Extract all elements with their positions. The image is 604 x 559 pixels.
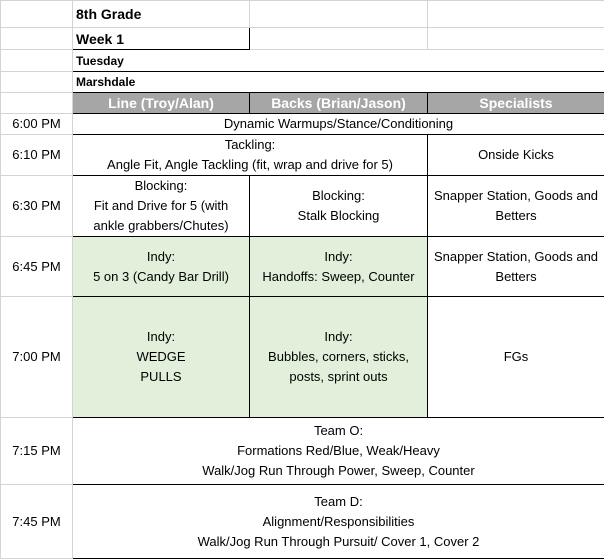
week-label: Week 1 [76,31,124,47]
cell-text: Tackling: [73,135,427,155]
column-header-line-label: Line (Troy/Alan) [108,95,214,111]
cell-text: FGs [428,347,604,367]
cell-text: WEDGE [73,347,249,367]
column-header-specialists[interactable] [428,93,604,114]
time-label: 7:45 PM [12,514,60,529]
cell-text: Handoffs: Sweep, Counter [250,267,427,287]
time-label: 6:30 PM [12,198,60,213]
cell-text: Fit and Drive for 5 (with [73,196,249,216]
column-header-line[interactable] [73,93,250,114]
time-cell[interactable] [1,114,73,135]
specialists-cell[interactable] [428,135,604,176]
cell-text: Bubbles, corners, sticks, [250,347,427,367]
time-cell[interactable] [1,176,73,237]
grade-cell[interactable] [73,1,250,28]
time-label: 6:00 PM [12,116,60,131]
cell-text: 5 on 3 (Candy Bar Drill) [73,267,249,287]
specialists-cell[interactable] [428,176,604,237]
cell-text: ankle grabbers/Chutes) [73,216,249,236]
cell-text: Blocking: [250,186,427,206]
header-row-day [1,50,604,72]
backs-cell[interactable] [250,176,428,237]
schedule-row-610 [1,135,604,176]
time-cell[interactable] [1,418,73,485]
time-cell[interactable] [1,135,73,176]
empty-cell[interactable] [250,28,428,50]
grade-title: 8th Grade [76,6,141,22]
cell-text: Formations Red/Blue, Weak/Heavy [73,441,604,461]
time-label: 6:45 PM [12,259,60,274]
line-cell[interactable] [73,176,250,237]
time-cell[interactable] [1,237,73,297]
cell-text: posts, sprint outs [250,367,427,387]
cell-text: Walk/Jog Run Through Power, Sweep, Counter [73,461,604,481]
empty-cell[interactable] [1,50,73,72]
line-cell[interactable] [73,297,250,418]
empty-cell[interactable] [1,72,73,93]
specialists-cell[interactable] [428,297,604,418]
specialists-cell[interactable] [428,237,604,297]
header-row-grade [1,1,604,28]
cell-text: Onside Kicks [428,145,604,165]
header-row-week [1,28,604,50]
time-label: 6:10 PM [12,147,60,162]
time-cell[interactable] [1,485,73,559]
all-groups-cell[interactable] [73,485,604,559]
cell-text: Betters [428,206,604,226]
cell-text: Angle Fit, Angle Tackling (fit, wrap and drive for 5) [73,155,427,175]
cell-text: Indy: [250,247,427,267]
empty-cell[interactable] [1,93,73,114]
column-header-row [1,93,604,114]
cell-text: Stalk Blocking [250,206,427,226]
column-header-backs[interactable] [250,93,428,114]
schedule-row-630 [1,176,604,237]
backs-cell[interactable] [250,297,428,418]
cell-text: Blocking: [73,176,249,196]
empty-cell[interactable] [250,1,428,28]
cell-text: Snapper Station, Goods and [428,247,604,267]
column-header-backs-label: Backs (Brian/Jason) [271,95,406,111]
empty-cell[interactable] [1,1,73,28]
cell-text: Indy: [250,327,427,347]
schedule-row-715 [1,418,604,485]
cell-text: Snapper Station, Goods and [428,186,604,206]
schedule-row-745 [1,485,604,559]
column-header-specialists-label: Specialists [479,95,552,111]
schedule-row-645 [1,237,604,297]
cell-text: Dynamic Warmups/Stance/Conditioning [73,114,604,134]
cell-text: PULLS [73,367,249,387]
line-backs-cell[interactable] [73,135,428,176]
empty-cell[interactable] [428,1,604,28]
empty-cell[interactable] [1,28,73,50]
location-cell[interactable] [73,72,604,93]
backs-cell[interactable] [250,237,428,297]
all-groups-cell[interactable] [73,114,604,135]
cell-text: Walk/Jog Run Through Pursuit/ Cover 1, Cover 2 [73,532,604,552]
day-label: Tuesday [76,54,124,68]
cell-text: Alignment/Responsibilities [73,512,604,532]
line-cell[interactable] [73,237,250,297]
all-groups-cell[interactable] [73,418,604,485]
schedule-row-700 [1,297,604,418]
cell-text: Indy: [73,247,249,267]
time-cell[interactable] [1,297,73,418]
cell-text: Team O: [73,421,604,441]
cell-text: Team D: [73,492,604,512]
week-cell[interactable] [73,28,250,50]
time-label: 7:15 PM [12,443,60,458]
empty-cell[interactable] [428,28,604,50]
schedule-row-600 [1,114,604,135]
day-cell[interactable] [73,50,604,72]
cell-text: Indy: [73,327,249,347]
header-row-location [1,72,604,93]
time-label: 7:00 PM [12,349,60,364]
cell-text: Betters [428,267,604,287]
location-label: Marshdale [76,75,135,89]
